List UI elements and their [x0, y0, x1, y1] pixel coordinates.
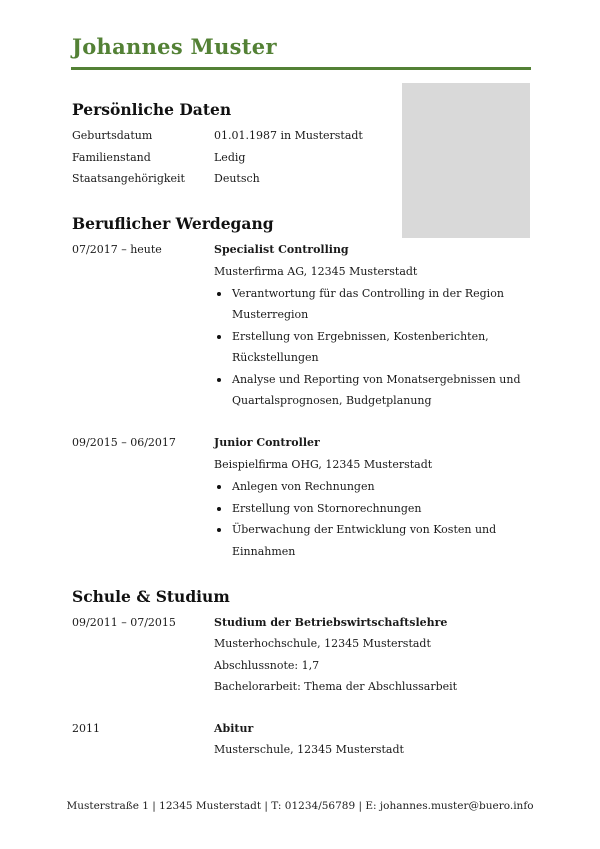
header-rule [71, 67, 531, 70]
career-bullet-line: Überwachung der Entwicklung von Kosten und [232, 523, 497, 536]
photo-placeholder [402, 83, 530, 238]
value-birthdate: 01.01.1987 in Musterstadt [214, 129, 363, 142]
applicant-name: Johannes Muster [72, 34, 277, 59]
career-period: 07/2017 – heute [72, 243, 162, 256]
career-bullet-line: Quartalsprognosen, Budgetplanung [232, 394, 432, 407]
bullet-dot [217, 528, 221, 532]
section-heading-career: Beruflicher Werdegang [72, 214, 274, 233]
career-bullet-line: Verantwortung für das Controlling in der Region [232, 287, 504, 300]
value-nationality: Deutsch [214, 172, 260, 185]
career-period: 09/2015 – 06/2017 [72, 436, 176, 449]
education-title: Abitur [214, 722, 254, 735]
bullet-dot [217, 507, 221, 511]
career-company: Beispielfirma OHG, 12345 Musterstadt [214, 458, 433, 471]
bullet-dot [217, 485, 221, 489]
value-marital-status: Ledig [214, 151, 246, 164]
career-title: Specialist Controlling [214, 243, 349, 256]
section-heading-personal: Persönliche Daten [72, 100, 232, 119]
education-line: Bachelorarbeit: Thema der Abschlussarbeit [214, 680, 458, 693]
bullet-dot [217, 292, 221, 296]
career-bullet-line: Erstellung von Ergebnissen, Kostenberichten, [232, 330, 489, 343]
career-bullet-line: Analyse und Reporting von Monatsergebnissen und [232, 373, 521, 386]
career-bullet-line: Rückstellungen [232, 351, 319, 364]
education-line: Musterhochschule, 12345 Musterstadt [214, 637, 431, 650]
education-line: Abschlussnote: 1,7 [214, 659, 320, 672]
label-nationality: Staatsangehörigkeit [72, 172, 185, 185]
education-period: 2011 [72, 722, 100, 735]
label-marital-status: Familienstand [72, 151, 151, 164]
footer-contact: Musterstraße 1 | 12345 Musterstadt | T: 01234/56789 | E: johannes.muster@buero.info [66, 800, 534, 812]
section-heading-education: Schule & Studium [72, 587, 230, 606]
education-line: Musterschule, 12345 Musterstadt [214, 743, 404, 756]
career-bullet-line: Musterregion [232, 308, 309, 321]
label-birthdate: Geburtsdatum [72, 129, 153, 142]
career-bullet-line: Erstellung von Stornorechnungen [232, 502, 422, 515]
bullet-dot [217, 378, 221, 382]
career-bullet-line: Anlegen von Rechnungen [232, 480, 375, 493]
education-period: 09/2011 – 07/2015 [72, 616, 176, 629]
career-bullet-line: Einnahmen [232, 545, 296, 558]
career-title: Junior Controller [214, 436, 320, 449]
education-title: Studium der Betriebswirtschaftslehre [214, 616, 448, 629]
career-company: Musterfirma AG, 12345 Musterstadt [214, 265, 418, 278]
bullet-dot [217, 335, 221, 339]
